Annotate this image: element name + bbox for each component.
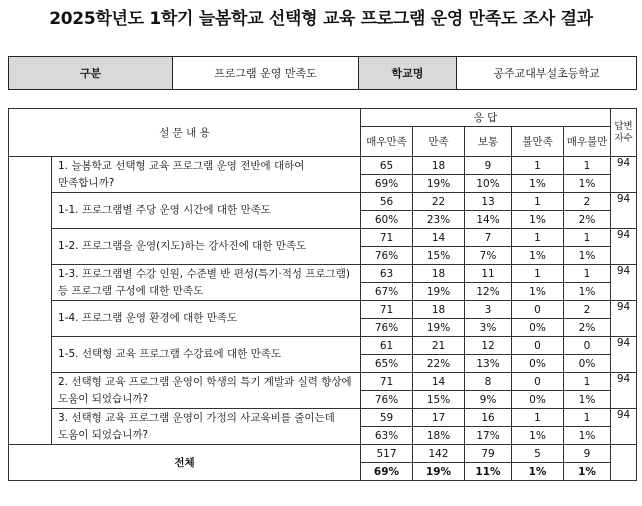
total-respondents-cell <box>611 445 637 481</box>
percent-cell: 12% <box>465 283 512 301</box>
percent-cell: 14% <box>465 211 512 229</box>
percent-cell: 0% <box>512 391 564 409</box>
count-cell: 1 <box>512 265 564 283</box>
table-row <box>9 373 637 391</box>
count-cell: 16 <box>465 409 512 427</box>
percent-cell: 1% <box>564 427 611 445</box>
percent-cell: 1% <box>564 175 611 193</box>
percent-cell: 2% <box>564 319 611 337</box>
percent-cell: 19% <box>413 175 465 193</box>
percent-cell: 22% <box>413 355 465 373</box>
count-cell: 71 <box>361 301 413 319</box>
percent-cell: 1% <box>512 211 564 229</box>
total-count-cell: 142 <box>413 445 465 463</box>
count-cell: 1 <box>564 409 611 427</box>
count-cell: 1 <box>512 193 564 211</box>
percent-cell: 1% <box>512 247 564 265</box>
count-cell: 18 <box>413 265 465 283</box>
percent-cell: 2% <box>564 211 611 229</box>
table-row <box>9 337 637 355</box>
count-cell: 1 <box>512 409 564 427</box>
percent-cell: 19% <box>413 319 465 337</box>
percent-cell: 76% <box>361 247 413 265</box>
answer-header: 보통 <box>465 127 512 157</box>
table-row <box>9 265 637 283</box>
respondents-cell: 94 <box>611 337 637 373</box>
count-cell: 56 <box>361 193 413 211</box>
table-row <box>9 301 637 319</box>
percent-cell: 13% <box>465 355 512 373</box>
respondents-cell: 94 <box>611 265 637 301</box>
count-cell: 7 <box>465 229 512 247</box>
answer-header: 만족 <box>413 127 465 157</box>
count-cell: 65 <box>361 157 413 175</box>
table-row <box>9 157 637 175</box>
count-cell: 1 <box>564 265 611 283</box>
answer-header: 불만족 <box>512 127 564 157</box>
total-percent-cell: 11% <box>465 463 512 481</box>
info-table <box>8 56 637 90</box>
category-label: 구분 <box>9 57 173 90</box>
total-label: 전체 <box>9 445 361 481</box>
percent-cell: 1% <box>512 427 564 445</box>
percent-cell: 69% <box>361 175 413 193</box>
percent-cell: 60% <box>361 211 413 229</box>
percent-cell: 15% <box>413 391 465 409</box>
count-cell: 13 <box>465 193 512 211</box>
count-cell: 9 <box>465 157 512 175</box>
respondents-cell: 94 <box>611 193 637 229</box>
count-cell: 1 <box>564 373 611 391</box>
respondents-cell: 94 <box>611 157 637 193</box>
response-header: 응 답 <box>361 109 611 127</box>
count-cell: 2 <box>564 301 611 319</box>
category-value: 프로그램 운영 만족도 <box>173 57 359 90</box>
total-row <box>9 445 637 463</box>
content-header: 설 문 내 용 <box>9 109 361 157</box>
count-cell: 18 <box>413 301 465 319</box>
percent-cell: 18% <box>413 427 465 445</box>
percent-cell: 0% <box>512 355 564 373</box>
percent-cell: 3% <box>465 319 512 337</box>
respondents-header: 답변자수 <box>611 109 637 157</box>
school-label: 학교명 <box>359 57 457 90</box>
count-cell: 1 <box>512 157 564 175</box>
total-percent-cell: 19% <box>413 463 465 481</box>
question-text: 1. 늘봄학교 선택형 교육 프로그램 운영 전반에 대하여 만족합니까? <box>52 157 361 193</box>
count-cell: 1 <box>564 229 611 247</box>
count-cell: 71 <box>361 373 413 391</box>
school-value: 공주교대부설초등학교 <box>457 57 637 90</box>
percent-cell: 9% <box>465 391 512 409</box>
count-cell: 11 <box>465 265 512 283</box>
percent-cell: 1% <box>512 283 564 301</box>
count-cell: 21 <box>413 337 465 355</box>
respondents-cell: 94 <box>611 373 637 409</box>
percent-cell: 76% <box>361 319 413 337</box>
question-text: 3. 선택형 교육 프로그램 운영이 가정의 사교육비를 줄이는데 도움이 되었습니까? <box>52 409 361 445</box>
count-cell: 18 <box>413 157 465 175</box>
percent-cell: 15% <box>413 247 465 265</box>
table-row <box>9 229 637 247</box>
percent-cell: 1% <box>564 391 611 409</box>
answer-header: 매우만족 <box>361 127 413 157</box>
table-row <box>9 193 637 211</box>
percent-cell: 23% <box>413 211 465 229</box>
count-cell: 0 <box>564 337 611 355</box>
percent-cell: 1% <box>512 175 564 193</box>
total-count-cell: 5 <box>512 445 564 463</box>
blank-column <box>9 157 52 445</box>
answer-header: 매우불만 <box>564 127 611 157</box>
total-percent-cell: 1% <box>564 463 611 481</box>
percent-cell: 76% <box>361 391 413 409</box>
survey-table <box>8 108 637 481</box>
respondents-cell: 94 <box>611 229 637 265</box>
percent-cell: 63% <box>361 427 413 445</box>
count-cell: 63 <box>361 265 413 283</box>
count-cell: 22 <box>413 193 465 211</box>
count-cell: 61 <box>361 337 413 355</box>
total-count-cell: 9 <box>564 445 611 463</box>
total-percent-cell: 69% <box>361 463 413 481</box>
count-cell: 14 <box>413 229 465 247</box>
count-cell: 2 <box>564 193 611 211</box>
count-cell: 1 <box>564 157 611 175</box>
count-cell: 71 <box>361 229 413 247</box>
count-cell: 0 <box>512 373 564 391</box>
respondents-cell: 94 <box>611 409 637 445</box>
count-cell: 3 <box>465 301 512 319</box>
count-cell: 8 <box>465 373 512 391</box>
question-text: 1-1. 프로그램별 주당 운영 시간에 대한 만족도 <box>52 193 361 229</box>
percent-cell: 1% <box>564 283 611 301</box>
respondents-cell: 94 <box>611 301 637 337</box>
question-text: 1-2. 프로그램을 운영(지도)하는 강사진에 대한 만족도 <box>52 229 361 265</box>
question-text: 1-4. 프로그램 운영 환경에 대한 만족도 <box>52 301 361 337</box>
count-cell: 0 <box>512 301 564 319</box>
percent-cell: 7% <box>465 247 512 265</box>
count-cell: 17 <box>413 409 465 427</box>
count-cell: 14 <box>413 373 465 391</box>
percent-cell: 10% <box>465 175 512 193</box>
percent-cell: 0% <box>564 355 611 373</box>
count-cell: 0 <box>512 337 564 355</box>
total-count-cell: 517 <box>361 445 413 463</box>
question-text: 1-3. 프로그램별 수강 인원, 수준별 반 편성(특기·적성 프로그램) 등 프로그램 구성에 대한 만족도 <box>52 265 361 301</box>
page-title: 2025학년도 1학기 늘봄학교 선택형 교육 프로그램 운영 만족도 조사 결과 <box>49 9 593 29</box>
percent-cell: 0% <box>512 319 564 337</box>
count-cell: 59 <box>361 409 413 427</box>
percent-cell: 17% <box>465 427 512 445</box>
total-count-cell: 79 <box>465 445 512 463</box>
question-text: 1-5. 선택형 교육 프로그램 수강료에 대한 만족도 <box>52 337 361 373</box>
count-cell: 12 <box>465 337 512 355</box>
total-percent-cell: 1% <box>512 463 564 481</box>
count-cell: 1 <box>512 229 564 247</box>
question-text: 2. 선택형 교육 프로그램 운영이 학생의 특기 계발과 실력 향상에 도움이 되었습니까? <box>52 373 361 409</box>
percent-cell: 65% <box>361 355 413 373</box>
percent-cell: 19% <box>413 283 465 301</box>
percent-cell: 67% <box>361 283 413 301</box>
percent-cell: 1% <box>564 247 611 265</box>
table-row <box>9 409 637 427</box>
